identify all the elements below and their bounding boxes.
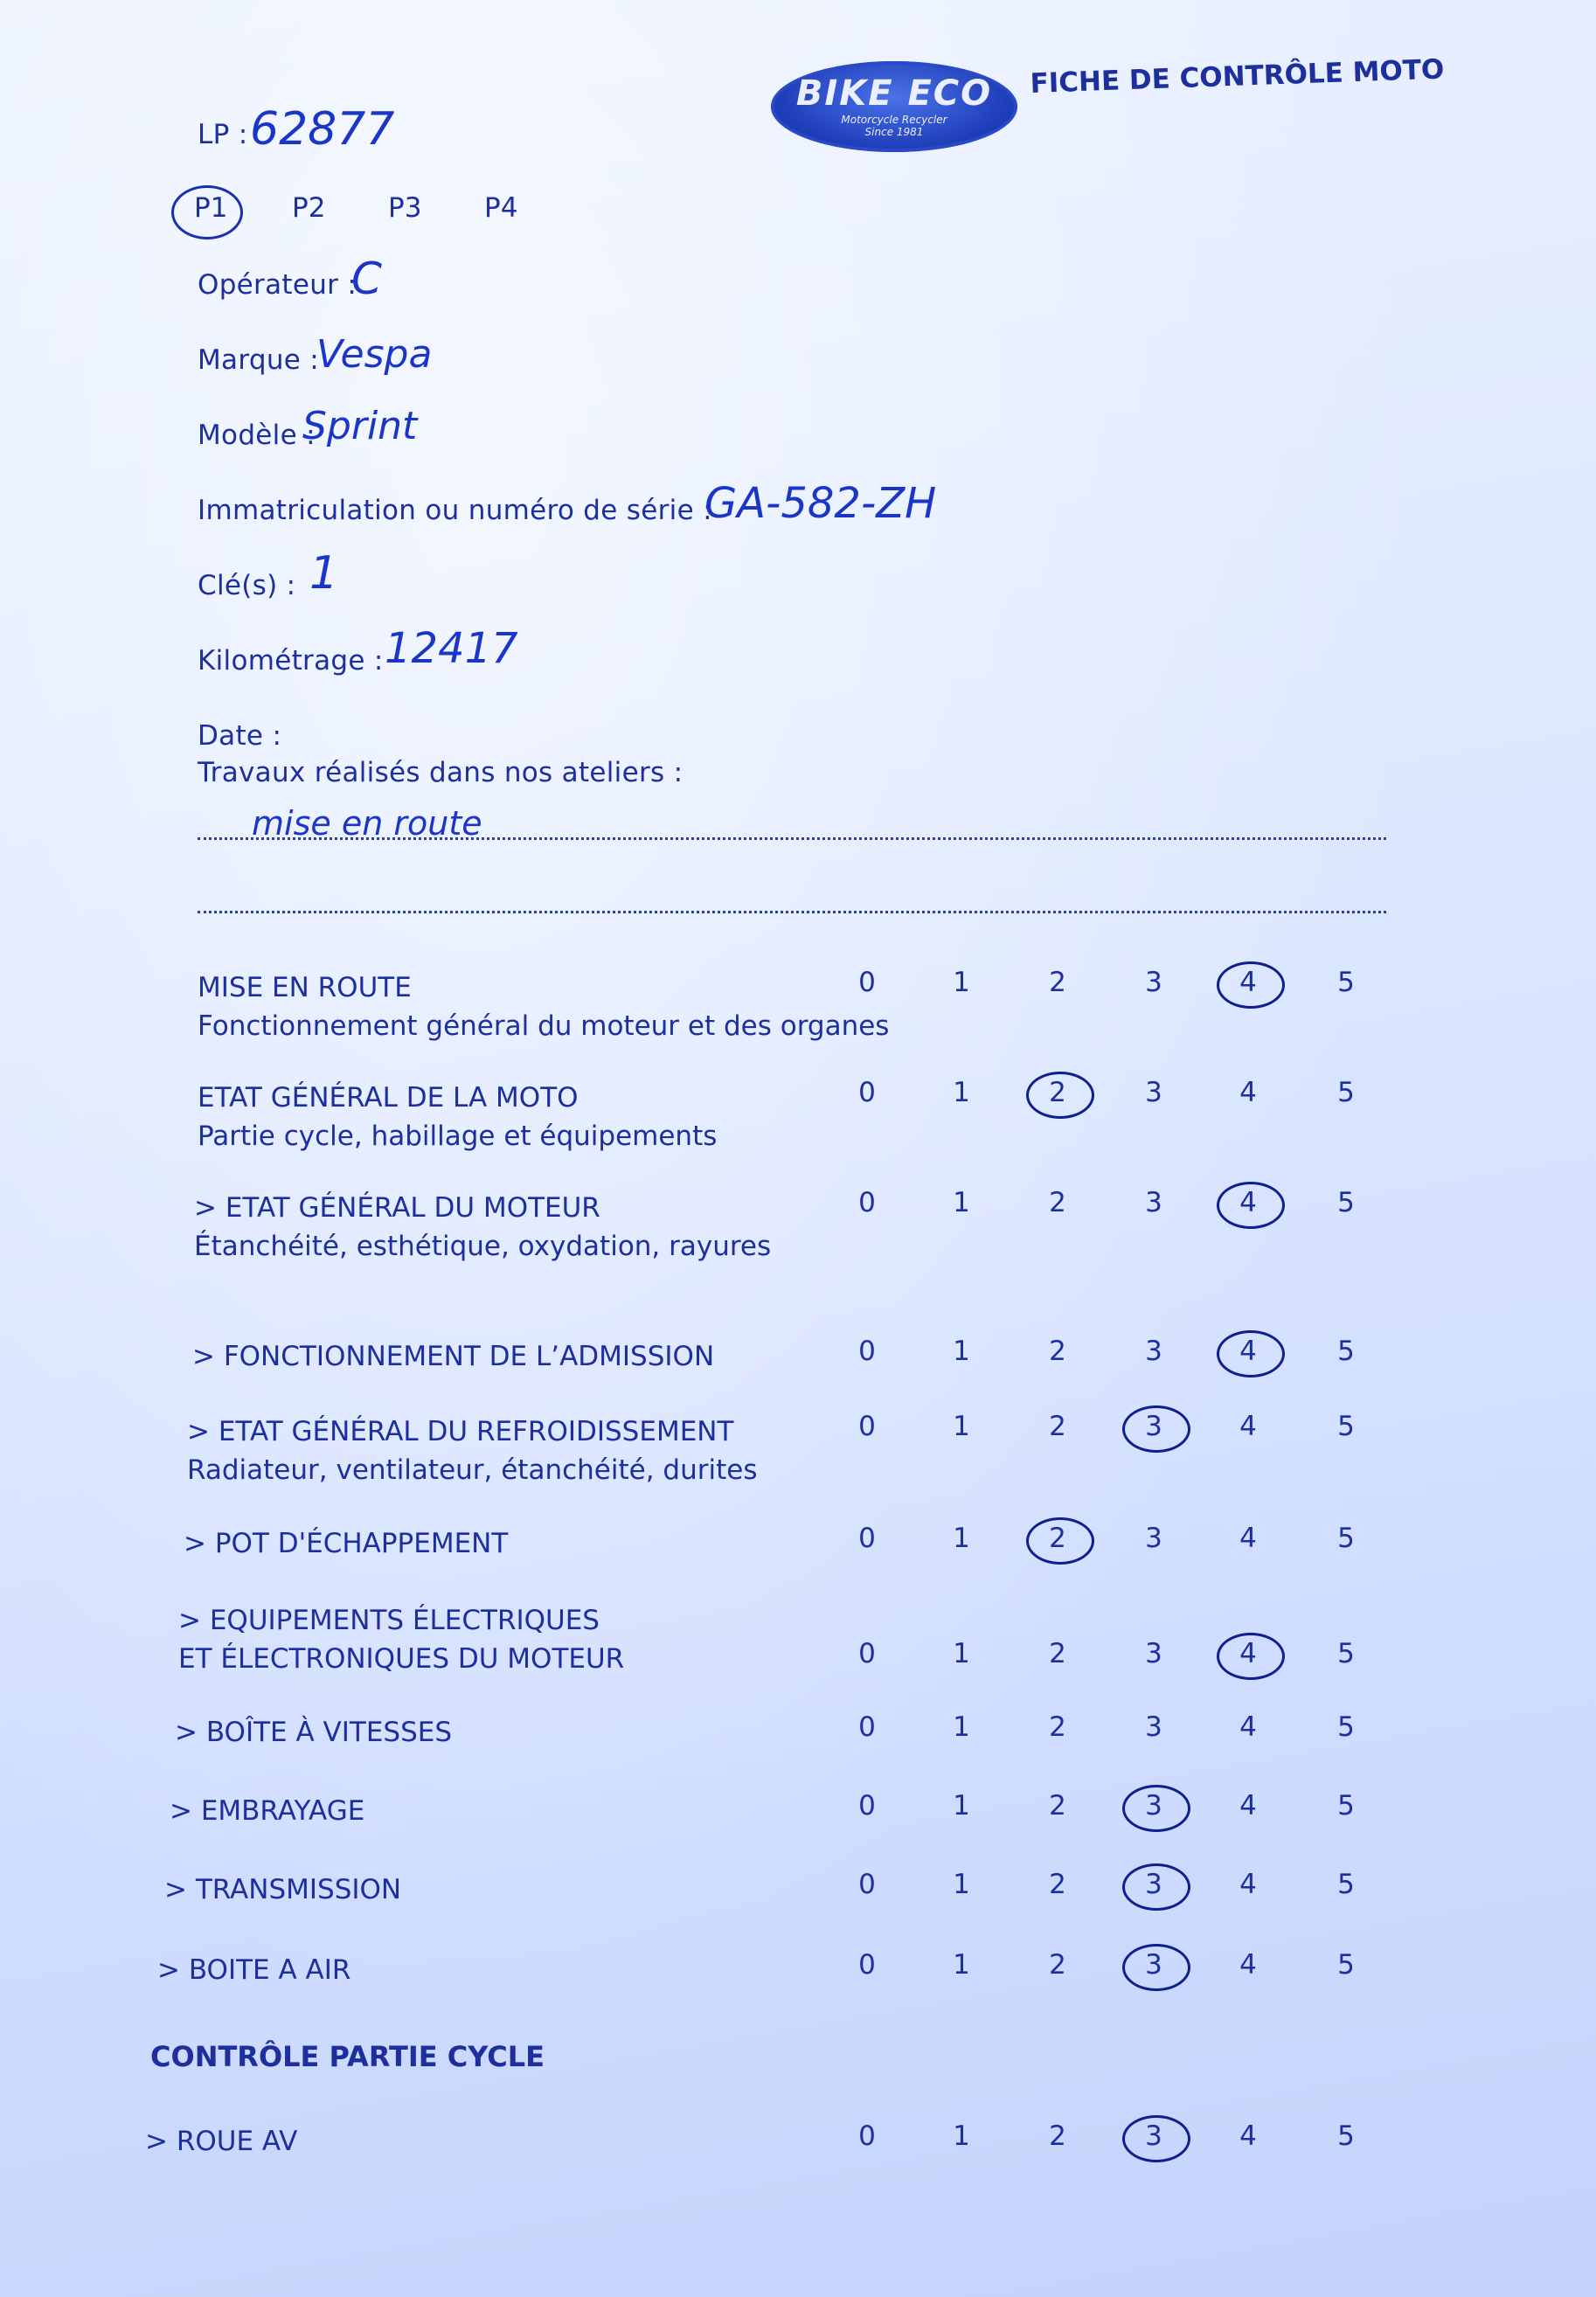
- selected-score-circle: [1217, 1182, 1285, 1229]
- date-label: Date :: [198, 720, 282, 752]
- row-title: > POT D'ÉCHAPPEMENT: [184, 1528, 509, 1559]
- row-title: > EQUIPEMENTS ÉLECTRIQUES: [178, 1605, 600, 1636]
- row-subtitle: Radiateur, ventilateur, étanchéité, durites: [187, 1454, 758, 1486]
- score-option[interactable]: 4: [1239, 1790, 1257, 1822]
- selected-score-circle: [1122, 1405, 1190, 1453]
- travaux-label: Travaux réalisés dans nos ateliers :: [198, 757, 684, 788]
- immat-value[interactable]: GA-582-ZH: [704, 479, 937, 528]
- score-option[interactable]: 1: [953, 967, 970, 998]
- score-option[interactable]: 4: [1239, 1711, 1257, 1743]
- bike-eco-logo: [771, 61, 1017, 152]
- row-title: > ETAT GÉNÉRAL DU MOTEUR: [194, 1192, 600, 1224]
- score-option[interactable]: 2: [1049, 1790, 1066, 1822]
- score-option[interactable]: 0: [858, 1711, 876, 1743]
- selected-score-circle: [1217, 1330, 1285, 1378]
- score-option[interactable]: 3: [1145, 1869, 1162, 1900]
- score-option[interactable]: 4: [1239, 1187, 1257, 1218]
- score-option[interactable]: 4: [1239, 1077, 1257, 1108]
- score-option[interactable]: 2: [1049, 1077, 1066, 1108]
- row-title: > BOÎTE À VITESSES: [175, 1717, 453, 1748]
- score-option[interactable]: 4: [1239, 2120, 1257, 2152]
- score-option[interactable]: 0: [858, 1949, 876, 1981]
- lp-label: LP :: [198, 119, 248, 150]
- selected-score-circle: [1122, 2115, 1190, 2162]
- row-title: MISE EN ROUTE: [198, 972, 412, 1003]
- score-option[interactable]: 5: [1337, 1949, 1355, 1981]
- score-option[interactable]: 4: [1239, 1949, 1257, 1981]
- score-option[interactable]: 0: [858, 1790, 876, 1822]
- selected-score-circle: [1026, 1517, 1094, 1565]
- score-option[interactable]: 1: [953, 1949, 970, 1981]
- score-option[interactable]: 1: [953, 1790, 970, 1822]
- travaux-value[interactable]: mise en route: [252, 804, 482, 843]
- score-option[interactable]: 3: [1145, 1790, 1162, 1822]
- operateur-value[interactable]: C: [351, 253, 382, 304]
- score-option[interactable]: 2: [1049, 1869, 1066, 1900]
- score-option[interactable]: 5: [1337, 1638, 1355, 1669]
- row-subtitle: Étanchéité, esthétique, oxydation, rayures: [194, 1231, 772, 1262]
- selected-score-circle: [1217, 961, 1285, 1009]
- selected-score-circle: [1122, 1944, 1190, 1991]
- score-option[interactable]: 0: [858, 1336, 876, 1367]
- score-option[interactable]: 2: [1049, 2120, 1066, 2152]
- score-option[interactable]: 1: [953, 1638, 970, 1669]
- position-p2[interactable]: P2: [292, 192, 326, 224]
- score-option[interactable]: 3: [1145, 2120, 1162, 2152]
- immat-label: Immatriculation ou numéro de série :: [198, 495, 712, 526]
- row-title: > ROUE AV: [145, 2126, 298, 2157]
- section-cycle-title: CONTRÔLE PARTIE CYCLE: [150, 2040, 545, 2073]
- row-title: > EMBRAYAGE: [170, 1795, 365, 1827]
- score-option[interactable]: 5: [1337, 1336, 1355, 1367]
- row-subtitle: Fonctionnement général du moteur et des organes: [198, 1010, 890, 1042]
- score-option[interactable]: 4: [1239, 1411, 1257, 1442]
- score-option[interactable]: 5: [1337, 2120, 1355, 2152]
- score-option[interactable]: 3: [1145, 1638, 1162, 1669]
- score-option[interactable]: 3: [1145, 1949, 1162, 1981]
- score-option[interactable]: 3: [1145, 1077, 1162, 1108]
- score-option[interactable]: 0: [858, 1638, 876, 1669]
- logo-since: Since 1981: [864, 126, 924, 138]
- score-option[interactable]: 3: [1145, 1711, 1162, 1743]
- score-option[interactable]: 1: [953, 1869, 970, 1900]
- selected-score-circle: [1122, 1863, 1190, 1911]
- score-option[interactable]: 5: [1337, 1790, 1355, 1822]
- score-option[interactable]: 4: [1239, 1523, 1257, 1554]
- score-option[interactable]: 5: [1337, 1869, 1355, 1900]
- row-title: > BOITE A AIR: [157, 1954, 351, 1986]
- score-option[interactable]: 0: [858, 1869, 876, 1900]
- score-option[interactable]: 2: [1049, 1711, 1066, 1743]
- score-option[interactable]: 2: [1049, 1523, 1066, 1554]
- score-option[interactable]: 1: [953, 1077, 970, 1108]
- km-label: Kilométrage :: [198, 645, 384, 677]
- cles-value[interactable]: 1: [309, 547, 339, 600]
- score-option[interactable]: 3: [1145, 1336, 1162, 1367]
- form-title: FICHE DE CONTRÔLE MOTO: [1030, 53, 1445, 100]
- score-option[interactable]: 5: [1337, 1187, 1355, 1218]
- marque-value[interactable]: Vespa: [316, 332, 433, 377]
- marque-label: Marque :: [198, 344, 320, 376]
- score-option[interactable]: 0: [858, 1411, 876, 1442]
- km-value[interactable]: 12417: [385, 624, 518, 673]
- score-option[interactable]: 0: [858, 967, 876, 998]
- score-option[interactable]: 2: [1049, 1336, 1066, 1367]
- score-option[interactable]: 2: [1049, 1411, 1066, 1442]
- score-option[interactable]: 5: [1337, 1411, 1355, 1442]
- score-option[interactable]: 0: [858, 2120, 876, 2152]
- score-option[interactable]: 1: [953, 2120, 970, 2152]
- modele-label: Modèle :: [198, 420, 316, 451]
- score-option[interactable]: 1: [953, 1336, 970, 1367]
- score-option[interactable]: 3: [1145, 967, 1162, 998]
- score-option[interactable]: 2: [1049, 1187, 1066, 1218]
- score-option[interactable]: 1: [953, 1711, 970, 1743]
- score-option[interactable]: 2: [1049, 967, 1066, 998]
- selected-score-circle: [1217, 1633, 1285, 1680]
- score-option[interactable]: 0: [858, 1187, 876, 1218]
- position-p3[interactable]: P3: [388, 192, 422, 224]
- logo-name: BIKE ECO: [795, 73, 993, 114]
- lp-value: 62877: [250, 103, 395, 156]
- travaux-line-2[interactable]: [198, 911, 1386, 913]
- score-option[interactable]: 5: [1337, 1077, 1355, 1108]
- score-option[interactable]: 4: [1239, 1336, 1257, 1367]
- cles-label: Clé(s) :: [198, 570, 296, 601]
- score-option[interactable]: 0: [858, 1077, 876, 1108]
- score-option[interactable]: 5: [1337, 1523, 1355, 1554]
- score-option[interactable]: 4: [1239, 967, 1257, 998]
- score-option[interactable]: 2: [1049, 1949, 1066, 1981]
- selected-score-circle: [1026, 1072, 1094, 1119]
- score-option[interactable]: 3: [1145, 1187, 1162, 1218]
- operateur-label: Opérateur :: [198, 269, 357, 301]
- score-option[interactable]: 1: [953, 1523, 970, 1554]
- score-option[interactable]: 1: [953, 1411, 970, 1442]
- row-title: > ETAT GÉNÉRAL DU REFROIDISSEMENT: [187, 1416, 734, 1447]
- modele-value[interactable]: Sprint: [302, 404, 418, 448]
- score-option[interactable]: 0: [858, 1523, 876, 1554]
- selected-score-circle: [1122, 1785, 1190, 1832]
- logo-tagline: Motorcycle Recycler: [841, 114, 947, 126]
- score-option[interactable]: 3: [1145, 1411, 1162, 1442]
- row-subtitle: Partie cycle, habillage et équipements: [198, 1121, 718, 1152]
- row-title: > TRANSMISSION: [164, 1874, 402, 1905]
- row-subtitle: ET ÉLECTRONIQUES DU MOTEUR: [178, 1643, 625, 1675]
- position-p4[interactable]: P4: [484, 192, 518, 224]
- score-option[interactable]: 4: [1239, 1869, 1257, 1900]
- score-option[interactable]: 4: [1239, 1638, 1257, 1669]
- score-option[interactable]: 5: [1337, 967, 1355, 998]
- score-option[interactable]: 3: [1145, 1523, 1162, 1554]
- row-title: ETAT GÉNÉRAL DE LA MOTO: [198, 1082, 579, 1114]
- score-option[interactable]: 5: [1337, 1711, 1355, 1743]
- score-option[interactable]: 1: [953, 1187, 970, 1218]
- score-option[interactable]: 2: [1049, 1638, 1066, 1669]
- row-title: > FONCTIONNEMENT DE L’ADMISSION: [192, 1341, 715, 1372]
- position-p1[interactable]: P1: [194, 192, 228, 224]
